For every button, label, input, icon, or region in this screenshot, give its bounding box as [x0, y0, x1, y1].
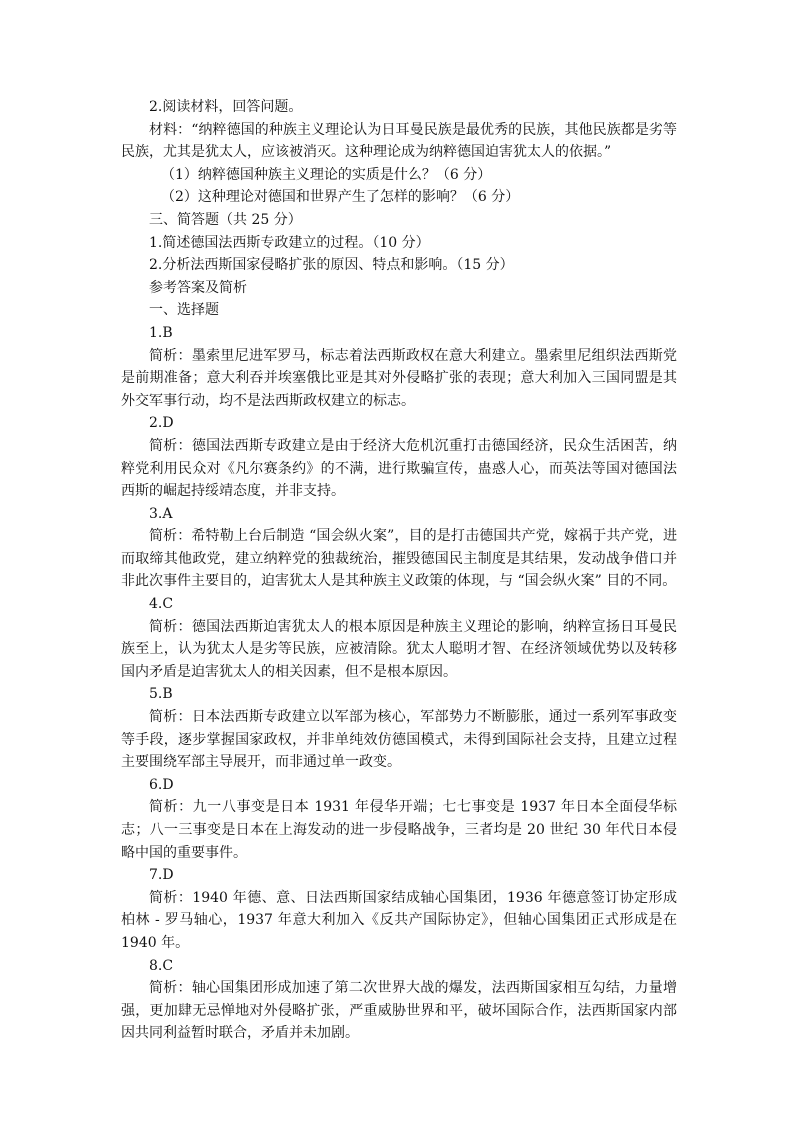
section-heading: 三、简答题（共 25 分） [149, 211, 302, 228]
answer-explanation: 简析：希特勒上台后制造 “国会纵火案”，目的是打击德国共产党，嫁祸于共产党，进而取缔其他政党，建立纳粹党的独裁统治，摧毁德国民主制度是其结果，发动战争借口并非此次事件主要目的，迫害犹太人是其种族主义政策的体现，与 “国会纵火案” 目的不同。 [121, 528, 677, 590]
answer-explanation: 简析：墨索里尼进军罗马，标志着法西斯政权在意大利建立。墨索里尼组织法西斯党是前期准备；意大利吞并埃塞俄比亚是其对外侵略扩张的表现；意大利加入三国同盟是其外交军事行动，均不是法西斯政权建立的标志。 [121, 347, 677, 409]
answer-explanation: 简析：1940 年德、意、日法西斯国家结成轴心国集团，1936 年德意签订协定形成柏林 - 罗马轴心，1937 年意大利加入《反共产国际协定》，但轴心国集团正式形成是在 1940 年。 [121, 889, 677, 951]
answer-explanation: 简析：德国法西斯专政建立是由于经济大危机沉重打击德国经济，民众生活困苦，纳粹党利用民众对《凡尔赛条约》的不满，进行欺骗宣传，蛊惑人心，而英法等国对德国法西斯的崛起持绥靖态度，并非支持。 [121, 437, 677, 500]
answer-key: 8.C [149, 957, 174, 974]
answers-section-heading: 一、选择题 [149, 302, 219, 319]
sub-question-1: （1）纳粹德国种族主义理论的实质是什么？（6 分） [161, 166, 492, 183]
sub-question-2: （2）这种理论对德国和世界产生了怎样的影响？（6 分） [161, 189, 520, 206]
answer-key: 2.D [149, 415, 174, 432]
answer-key: 6.D [149, 776, 174, 793]
answers-heading: 参考答案及简析 [149, 279, 247, 296]
answer-key: 4.C [149, 596, 174, 613]
short-answer-question-1: 1.简述德国法西斯专政建立的过程。（10 分） [149, 234, 430, 251]
answer-explanation: 简析：轴心国集团形成加速了第二次世界大战的爆发，法西斯国家相互勾结，力量增强，更加肆无忌惮地对外侵略扩张，严重威胁世界和平，破坏国际合作，法西斯国家内部因共同利益暂时联合，矛盾并未加剧。 [121, 980, 677, 1042]
answer-explanation: 简析：德国法西斯迫害犹太人的根本原因是种族主义理论的影响，纳粹宣扬日耳曼民族至上，认为犹太人是劣等民族，应被清除。犹太人聪明才智、在经济领域优势以及转移国内矛盾是迫害犹太人的相关因素，但不是根本原因。 [121, 618, 677, 680]
answer-explanation: 简析：日本法西斯专政建立以军部为核心，军部势力不断膨胀，通过一系列军事政变等手段，逐步掌握国家政权，并非单纯效仿德国模式，未得到国际社会支持，且建立过程主要围绕军部主导展开，而非通过单一政变。 [121, 709, 677, 771]
answer-key: 1.B [149, 324, 173, 341]
material-text: 材料：“纳粹德国的种族主义理论认为日耳曼民族是最优秀的民族，其他民族都是劣等民族，尤其是犹太人，应该被消灭。这种理论成为纳粹德国迫害犹太人的依据。” [121, 121, 677, 161]
answer-explanation: 简析：九一八事变是日本 1931 年侵华开端；七七事变是 1937 年日本全面侵华标志；八一三事变是日本在上海发动的进一步侵略战争，三者均是 20 世纪 30 年代日本侵略中国的重要事件。 [121, 799, 677, 861]
answer-key: 7.D [149, 867, 174, 884]
answer-key: 3.A [149, 505, 173, 522]
page-content [121, 96, 677, 1045]
question-title: 2.阅读材料，回答问题。 [149, 99, 303, 115]
short-answer-question-2: 2.分析法西斯国家侵略扩张的原因、特点和影响。（15 分） [149, 257, 514, 274]
answer-key: 5.B [149, 686, 173, 703]
